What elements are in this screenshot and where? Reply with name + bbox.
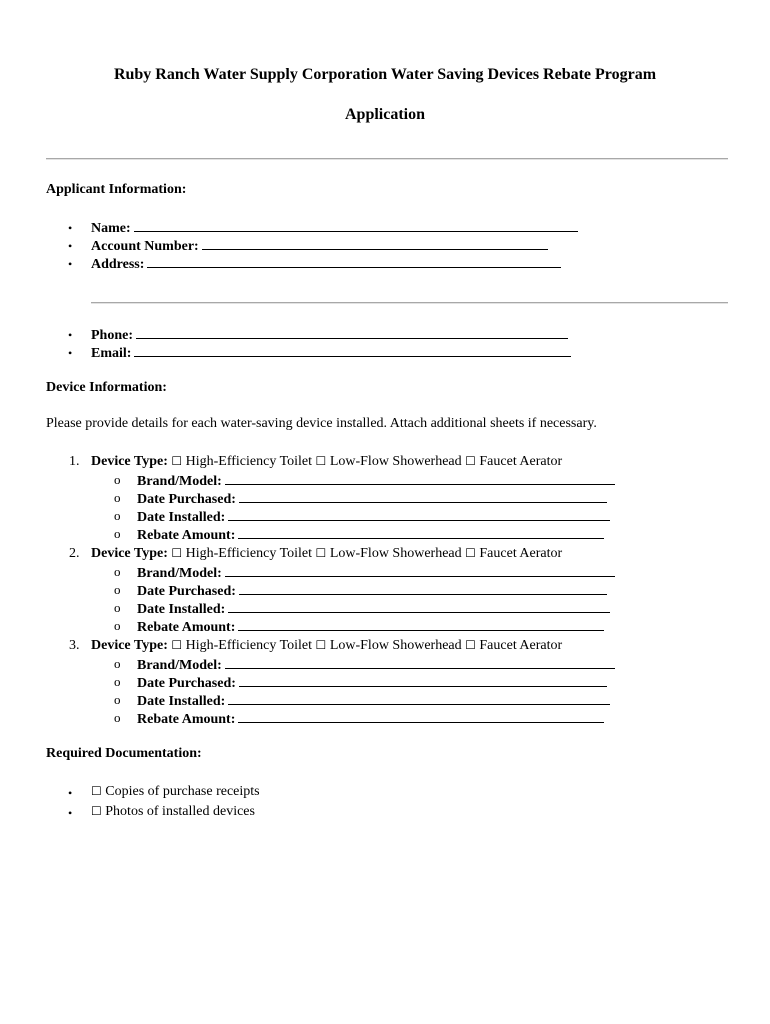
address-divider <box>91 302 728 304</box>
phone-field[interactable] <box>91 326 568 344</box>
bullet-icon: • <box>68 328 73 342</box>
option-label: Faucet Aerator <box>479 454 563 469</box>
field-label: Brand/Model: <box>137 566 222 581</box>
bullet-icon: • <box>68 221 73 235</box>
checkbox-icon[interactable]: ☐ <box>91 804 102 818</box>
photos-item <box>91 804 255 820</box>
date-purchased-field[interactable] <box>137 674 607 692</box>
date-installed-field[interactable] <box>137 600 610 618</box>
field-line[interactable] <box>225 656 615 669</box>
divider <box>46 158 728 160</box>
bullet-icon: • <box>68 346 73 360</box>
device-type-label: Device Type: <box>91 454 168 469</box>
address-line[interactable] <box>147 255 561 268</box>
checkbox-icon[interactable]: ☐ <box>465 454 476 468</box>
device-type-row <box>91 638 562 654</box>
checkbox-icon[interactable]: ☐ <box>465 546 476 560</box>
field-line[interactable] <box>238 710 604 723</box>
sub-marker: o <box>114 582 121 597</box>
sub-marker: o <box>114 490 121 505</box>
field-line[interactable] <box>239 490 607 503</box>
checkbox-icon[interactable]: ☐ <box>171 454 183 468</box>
document-title: Ruby Ranch Water Supply Corporation Water Saving Devices Rebate Program <box>113 66 657 83</box>
device-type-row <box>91 546 562 562</box>
field-line[interactable] <box>225 564 615 577</box>
field-label: Date Installed: <box>137 510 226 525</box>
field-line[interactable] <box>228 600 610 613</box>
field-line[interactable] <box>228 508 610 521</box>
sub-marker: o <box>114 710 121 725</box>
device-type-row <box>91 454 562 470</box>
rebate-amount-field[interactable] <box>137 710 604 728</box>
date-installed-field[interactable] <box>137 508 610 526</box>
device-number: 1. <box>69 454 80 469</box>
document-subtitle: Application <box>344 106 425 123</box>
sub-marker: o <box>114 692 121 707</box>
option-label: High-Efficiency Toilet <box>185 454 313 469</box>
receipts-item <box>91 784 260 800</box>
bullet-icon: • <box>68 806 73 820</box>
bullet-icon: • <box>68 239 73 253</box>
field-label: Date Purchased: <box>137 676 236 691</box>
sub-marker: o <box>114 600 121 615</box>
bullet-icon: • <box>68 786 73 800</box>
sub-marker: o <box>114 656 121 671</box>
date-purchased-field[interactable] <box>137 582 607 600</box>
brand-model-field[interactable] <box>137 564 615 582</box>
field-label: Rebate Amount: <box>137 620 236 635</box>
phone-label: Phone: <box>91 328 133 343</box>
sub-marker: o <box>114 526 121 541</box>
address-label: Address: <box>91 257 145 272</box>
option-label: Low-Flow Showerhead <box>329 546 462 561</box>
checkbox-icon[interactable]: ☐ <box>315 546 327 560</box>
checkbox-icon[interactable]: ☐ <box>171 638 183 652</box>
sub-marker: o <box>114 508 121 523</box>
field-line[interactable] <box>238 618 604 631</box>
sub-marker: o <box>114 564 121 579</box>
documentation-heading: Required Documentation: <box>46 746 202 761</box>
field-label: Brand/Model: <box>137 658 222 673</box>
field-label: Date Installed: <box>137 694 226 709</box>
item-label: Photos of installed devices <box>105 804 255 819</box>
date-purchased-field[interactable] <box>137 490 607 508</box>
email-field[interactable] <box>91 344 571 362</box>
option-label: Faucet Aerator <box>479 546 563 561</box>
field-label: Brand/Model: <box>137 474 222 489</box>
field-label: Date Purchased: <box>137 584 236 599</box>
field-label: Rebate Amount: <box>137 528 236 543</box>
field-line[interactable] <box>225 472 615 485</box>
name-field[interactable] <box>91 219 578 237</box>
name-line[interactable] <box>134 219 578 232</box>
device-heading: Device Information: <box>46 380 167 395</box>
field-line[interactable] <box>239 582 607 595</box>
phone-line[interactable] <box>136 326 568 339</box>
sub-marker: o <box>114 618 121 633</box>
option-label: Faucet Aerator <box>479 638 563 653</box>
checkbox-icon[interactable]: ☐ <box>315 454 327 468</box>
account-number-field[interactable] <box>91 237 548 255</box>
option-label: Low-Flow Showerhead <box>329 454 462 469</box>
rebate-amount-field[interactable] <box>137 618 604 636</box>
checkbox-icon[interactable]: ☐ <box>315 638 327 652</box>
sub-marker: o <box>114 674 121 689</box>
brand-model-field[interactable] <box>137 656 615 674</box>
checkbox-icon[interactable]: ☐ <box>465 638 476 652</box>
device-number: 2. <box>69 546 80 561</box>
name-label: Name: <box>91 221 131 236</box>
field-line[interactable] <box>238 526 604 539</box>
sub-marker: o <box>114 472 121 487</box>
device-type-label: Device Type: <box>91 638 168 653</box>
option-label: High-Efficiency Toilet <box>185 546 313 561</box>
option-label: High-Efficiency Toilet <box>185 638 313 653</box>
field-line[interactable] <box>228 692 610 705</box>
date-installed-field[interactable] <box>137 692 610 710</box>
device-instructions: Please provide details for each water-saving device installed. Attach additional sheets if necessary. <box>46 416 597 431</box>
account-number-label: Account Number: <box>91 239 199 254</box>
applicant-heading: Applicant Information: <box>46 182 187 197</box>
checkbox-icon[interactable]: ☐ <box>91 784 102 798</box>
email-label: Email: <box>91 346 132 361</box>
option-label: Low-Flow Showerhead <box>329 638 462 653</box>
email-line[interactable] <box>134 344 571 357</box>
bullet-icon: • <box>68 257 73 271</box>
field-label: Date Purchased: <box>137 492 236 507</box>
field-label: Date Installed: <box>137 602 226 617</box>
rebate-amount-field[interactable] <box>137 526 604 544</box>
address-field[interactable] <box>91 255 561 273</box>
device-type-label: Device Type: <box>91 546 168 561</box>
device-number: 3. <box>69 638 80 653</box>
account-number-line[interactable] <box>202 237 548 250</box>
brand-model-field[interactable] <box>137 472 615 490</box>
field-label: Rebate Amount: <box>137 712 236 727</box>
field-line[interactable] <box>239 674 607 687</box>
checkbox-icon[interactable]: ☐ <box>171 546 183 560</box>
item-label: Copies of purchase receipts <box>105 784 260 799</box>
